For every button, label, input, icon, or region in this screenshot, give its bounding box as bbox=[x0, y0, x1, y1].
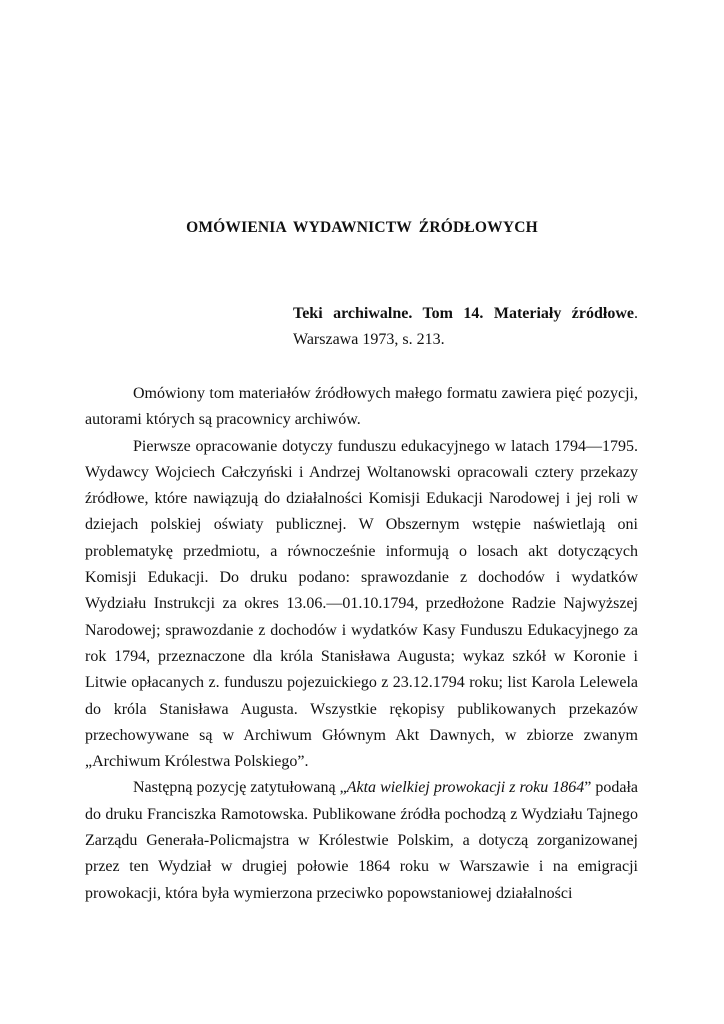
paragraph-2: Pierwsze opracowanie dotyczy funduszu edukacyjnego w latach 1794—1795. Wydawcy Wojciech Całczyński i Andrzej Woltanowski opracowali cztery przekazy źródłowe, które nawiązują do działalności Komisji Edukacji Narodowej i jej roli w dziejach polskiej oświaty publicznej. W Obszernym wstępie naświetlają oni problematykę przedmiotu, a równocześnie informują o losach akt dotyczących Komisji Edukacji. Do druku podano: sprawozdanie z dochodów i wydatków Wydziału Instrukcji za okres 13.06.—01.10.1794, przedłożone Radzie Najwyższej Narodowej; sprawozdanie z dochodów i wydatków Kasy Funduszu Edukacyjnego za rok 1794, przeznaczone dla króla Stanisława Augusta; wykaz szkół w Koronie i Litwie opłacanych z. funduszu pojezuickiego z 23.12.1794 roku; list Karola Lelewela do króla Stanisława Augusta. Wszystkie rękopisy publikowanych przekazów przechowywane są w Archiwum Głównym Akt Dawnych, w zbiorze zwanym „Archiwum Królestwa Polskiego”. bbox=[85, 437, 638, 771]
citation-title-period: . bbox=[634, 305, 638, 322]
body-text bbox=[85, 381, 638, 907]
paragraph-3-rest: ” podała do druku Franciszka Ramotowska. Publikowane źródła pochodzą z Wydziału Tajnego Zarządu Generała-Policmajstra w Królestwie Polskim, a dotyczą zorganizowanej przez ten Wydział w drugiej połowie 1864 roku w Warszawie i na emigracji prowokacji, która była wymierzona przeciwko popowstaniowej działalności bbox=[85, 779, 639, 902]
citation-block bbox=[293, 301, 638, 353]
citation-title: Teki archiwalne. Tom 14. Materiały źródłowe bbox=[293, 305, 634, 322]
paragraph-3-start: Następną pozycję zatytułowaną „ bbox=[133, 779, 347, 797]
citation-title-line bbox=[293, 301, 638, 327]
paragraph-3 bbox=[85, 775, 638, 906]
citation-publication: Warszawa 1973, s. 213. bbox=[293, 331, 445, 348]
section-heading: OMÓWIENIA WYDAWNICTW ŹRÓDŁOWYCH bbox=[186, 219, 538, 236]
paragraph-3-book-title: Akta wielkiej prowokacji z roku 1864 bbox=[346, 779, 585, 797]
paragraph-1: Omówiony tom materiałów źródłowych małego formatu zawiera pięć pozycji, autorami których są pracownicy archiwów. bbox=[85, 385, 638, 429]
